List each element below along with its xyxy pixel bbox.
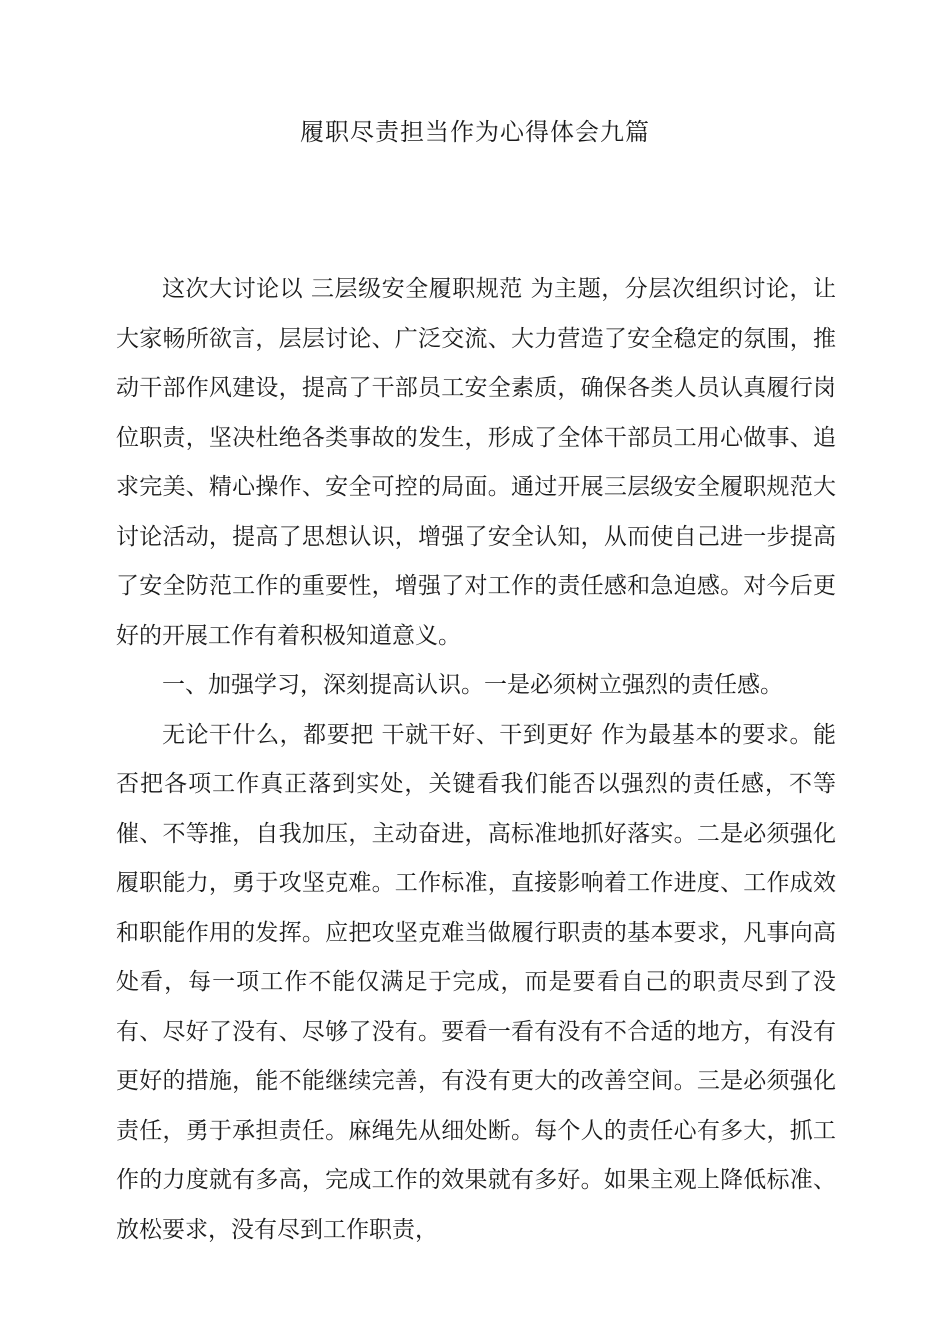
document-body: [116, 265, 836, 1255]
document-title: 履职尽责担当作为心得体会九篇: [300, 118, 650, 146]
paragraph-intro: 这次大讨论以 三层级安全履职规范 为主题，分层次组织讨论，让大家畅所欲言，层层讨论、广泛交流、大力营造了安全稳定的氛围，推动干部作风建设，提高了干部员工安全素质，确保各类人员认真履行岗位职责，坚决杜绝各类事故的发生，形成了全体干部员工用心做事、追求完美、精心操作、安全可控的局面。通过开展三层级安全履职规范大讨论活动，提高了思想认识，增强了安全认知，从而使自己进一步提高了安全防范工作的重要性，增强了对工作的责任感和急迫感。对今后更好的开展工作有着积极知道意义。: [116, 276, 836, 649]
paragraph-section-heading: 一、加强学习，深刻提高认识。一是必须树立强烈的责任感。: [162, 672, 783, 698]
paragraph-responsibility: 无论干什么，都要把 干就干好、干到更好 作为最基本的要求。能否把各项工作真正落到实处，关键看我们能否以强烈的责任感，不等催、不等推，自我加压，主动奋进，高标准地抓好落实。二是必须强化履职能力，勇于攻坚克难。工作标准，直接影响着工作进度、工作成效和职能作用的发挥。应把攻坚克难当做履行职责的基本要求，凡事向高处看，每一项工作不能仅满足于完成，而是要看自己的职责尽到了没有、尽好了没有、尽够了没有。要看一看有没有不合适的地方，有没有更好的措施，能不能继续完善，有没有更大的改善空间。三是必须强化责任，勇于承担责任。麻绳先从细处断。每个人的责任心有多大，抓工作的力度就有多高，完成工作的效果就有多好。如果主观上降低标准、放松要求，没有尽到工作职责，: [116, 721, 836, 1243]
